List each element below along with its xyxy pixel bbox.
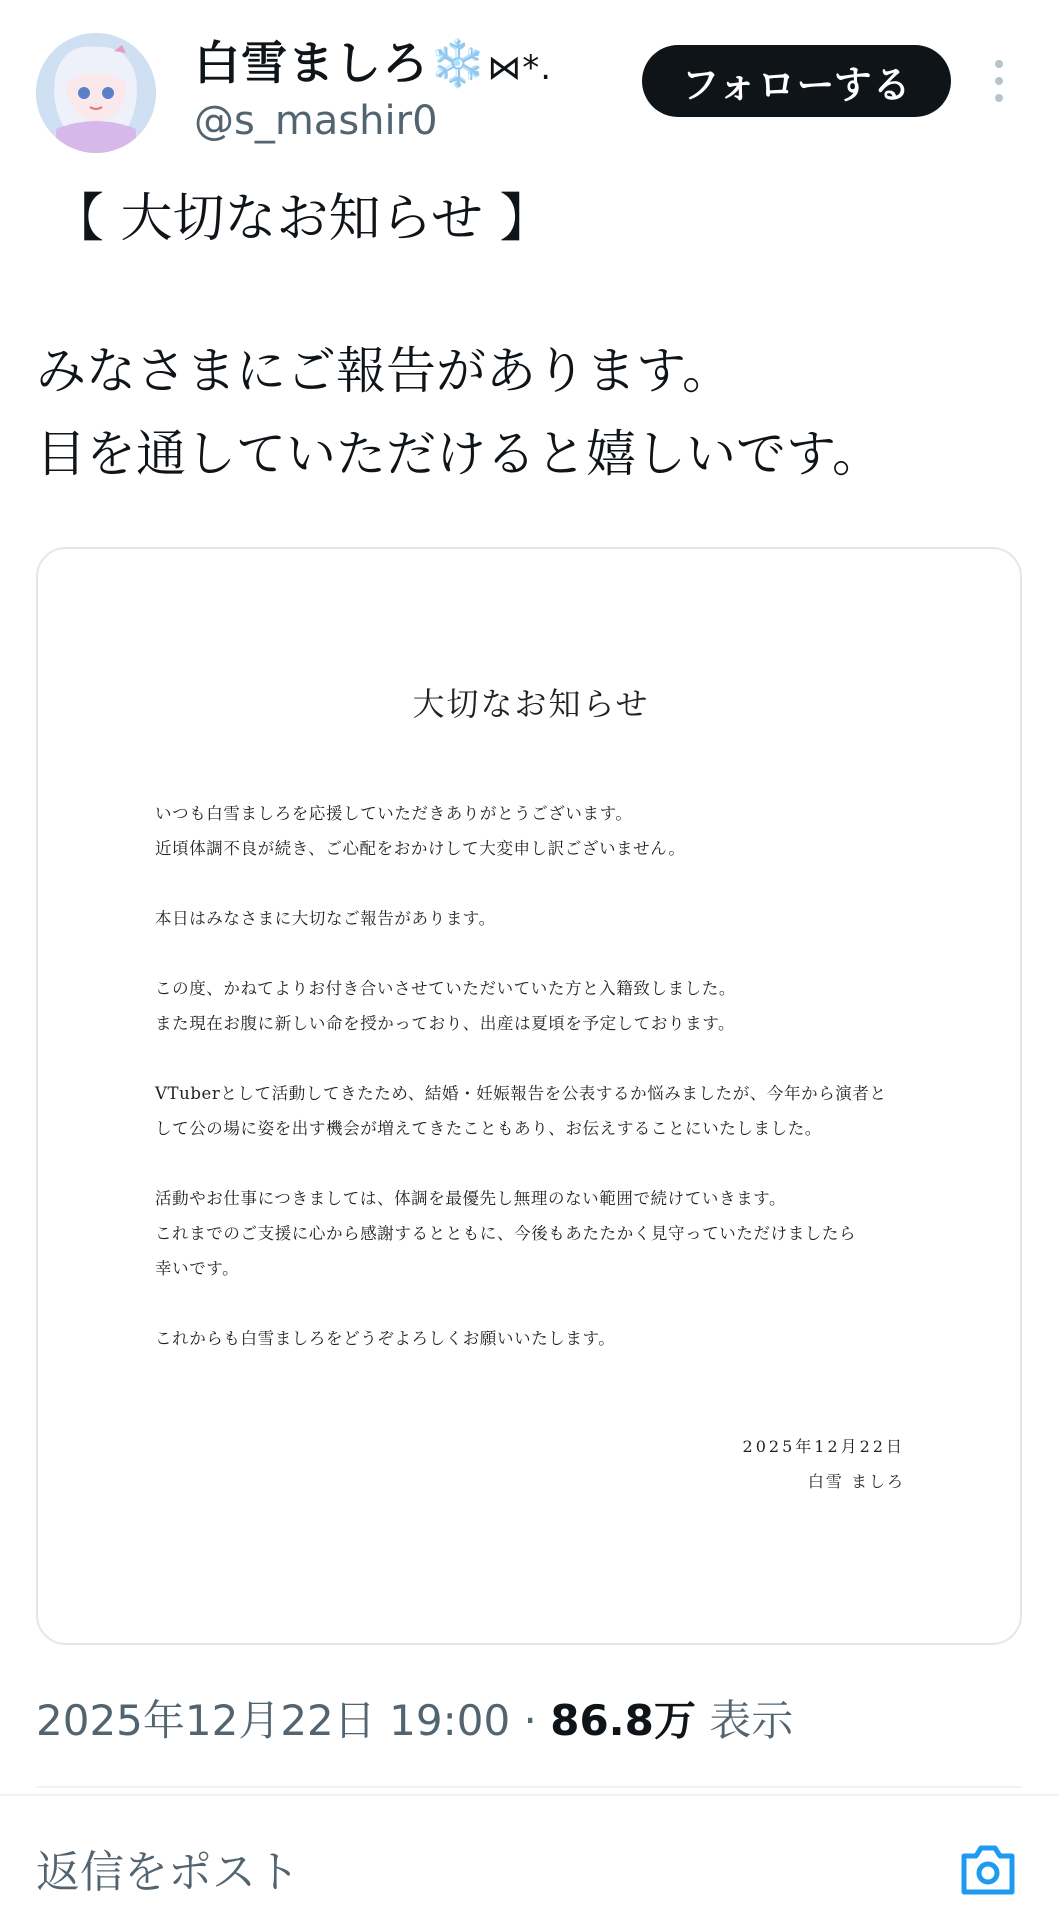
notice-signature: 白雪 ましろ [807, 1472, 905, 1491]
more-options-icon[interactable] [988, 56, 1010, 106]
notice-title: 大切なお知らせ [412, 685, 650, 723]
name-suffix: ⋈*. [487, 48, 553, 88]
divider [0, 1794, 1059, 1796]
notice-paragraph [155, 1181, 955, 1286]
notice-line: これからも白雪ましろをどうぞよろしくお願いいたします。 [155, 1329, 616, 1348]
notice-paragraph [155, 971, 955, 1041]
meta-separator: · [510, 1696, 551, 1745]
display-name[interactable] [194, 30, 552, 101]
notice-paragraph [155, 901, 955, 936]
notice-line: VTuberとして活動してきたため、結婚・妊娠報告を公表するか悩みましたが、今年から演者と [155, 1084, 887, 1103]
notice-line: また現在お腹に新しい命を授かっており、出産は夏頃を予定しております。 [155, 1014, 736, 1033]
notice-line: この度、かねてよりお付き合いさせていただいていた方と入籍致しました。 [155, 979, 736, 998]
reply-input[interactable]: 返信をポスト [36, 1847, 300, 1898]
tweet-meta [36, 1691, 793, 1751]
notice-line: 近頃体調不良が続き、ご心配をおかけして大変申し訳ございません。 [155, 839, 686, 858]
views-label: 表示 [695, 1696, 794, 1745]
avatar-illustration [36, 33, 156, 153]
display-name-text: 白雪ましろ [194, 36, 429, 90]
notice-line: して公の場に姿を出す機会が増えてきたこともあり、お伝えすることにいたしました。 [155, 1119, 822, 1138]
notice-body [155, 796, 955, 1391]
snowflake-icon: ❄️ [429, 36, 488, 90]
notice-paragraph [155, 796, 955, 866]
notice-line: いつも白雪ましろを応援していただきありがとうございます。 [155, 804, 633, 823]
follow-button[interactable]: フォローする [642, 45, 951, 117]
views-count: 86.8万 [550, 1696, 696, 1745]
tweet-text-line: みなさまにご報告があります。 [36, 342, 732, 400]
notice-line: 活動やお仕事につきましては、体調を最優先し無理のない範囲で続けていきます。 [155, 1189, 787, 1208]
attached-image[interactable] [36, 547, 1022, 1645]
notice-paragraph [155, 1321, 955, 1356]
notice-paragraph [155, 1076, 955, 1146]
notice-date: 2025年12月22日 [742, 1437, 905, 1456]
notice-line: 幸いです。 [155, 1259, 240, 1278]
notice-line: これまでのご支援に心から感謝するとともに、今後もあたたかく見守っていただけましたら [155, 1224, 857, 1243]
notice-line: 本日はみなさまに大切なご報告があります。 [155, 909, 496, 928]
avatar[interactable] [36, 33, 156, 153]
tweet-title: 【 大切なお知らせ 】 [52, 189, 552, 249]
tweet-text-line: 目を通していただけると嬉しいです。 [36, 425, 882, 483]
timestamp[interactable]: 2025年12月22日 19:00 [36, 1696, 511, 1745]
divider [36, 1786, 1022, 1788]
user-handle[interactable]: @s_mashir0 [194, 98, 438, 144]
camera-icon[interactable] [958, 1842, 1018, 1898]
